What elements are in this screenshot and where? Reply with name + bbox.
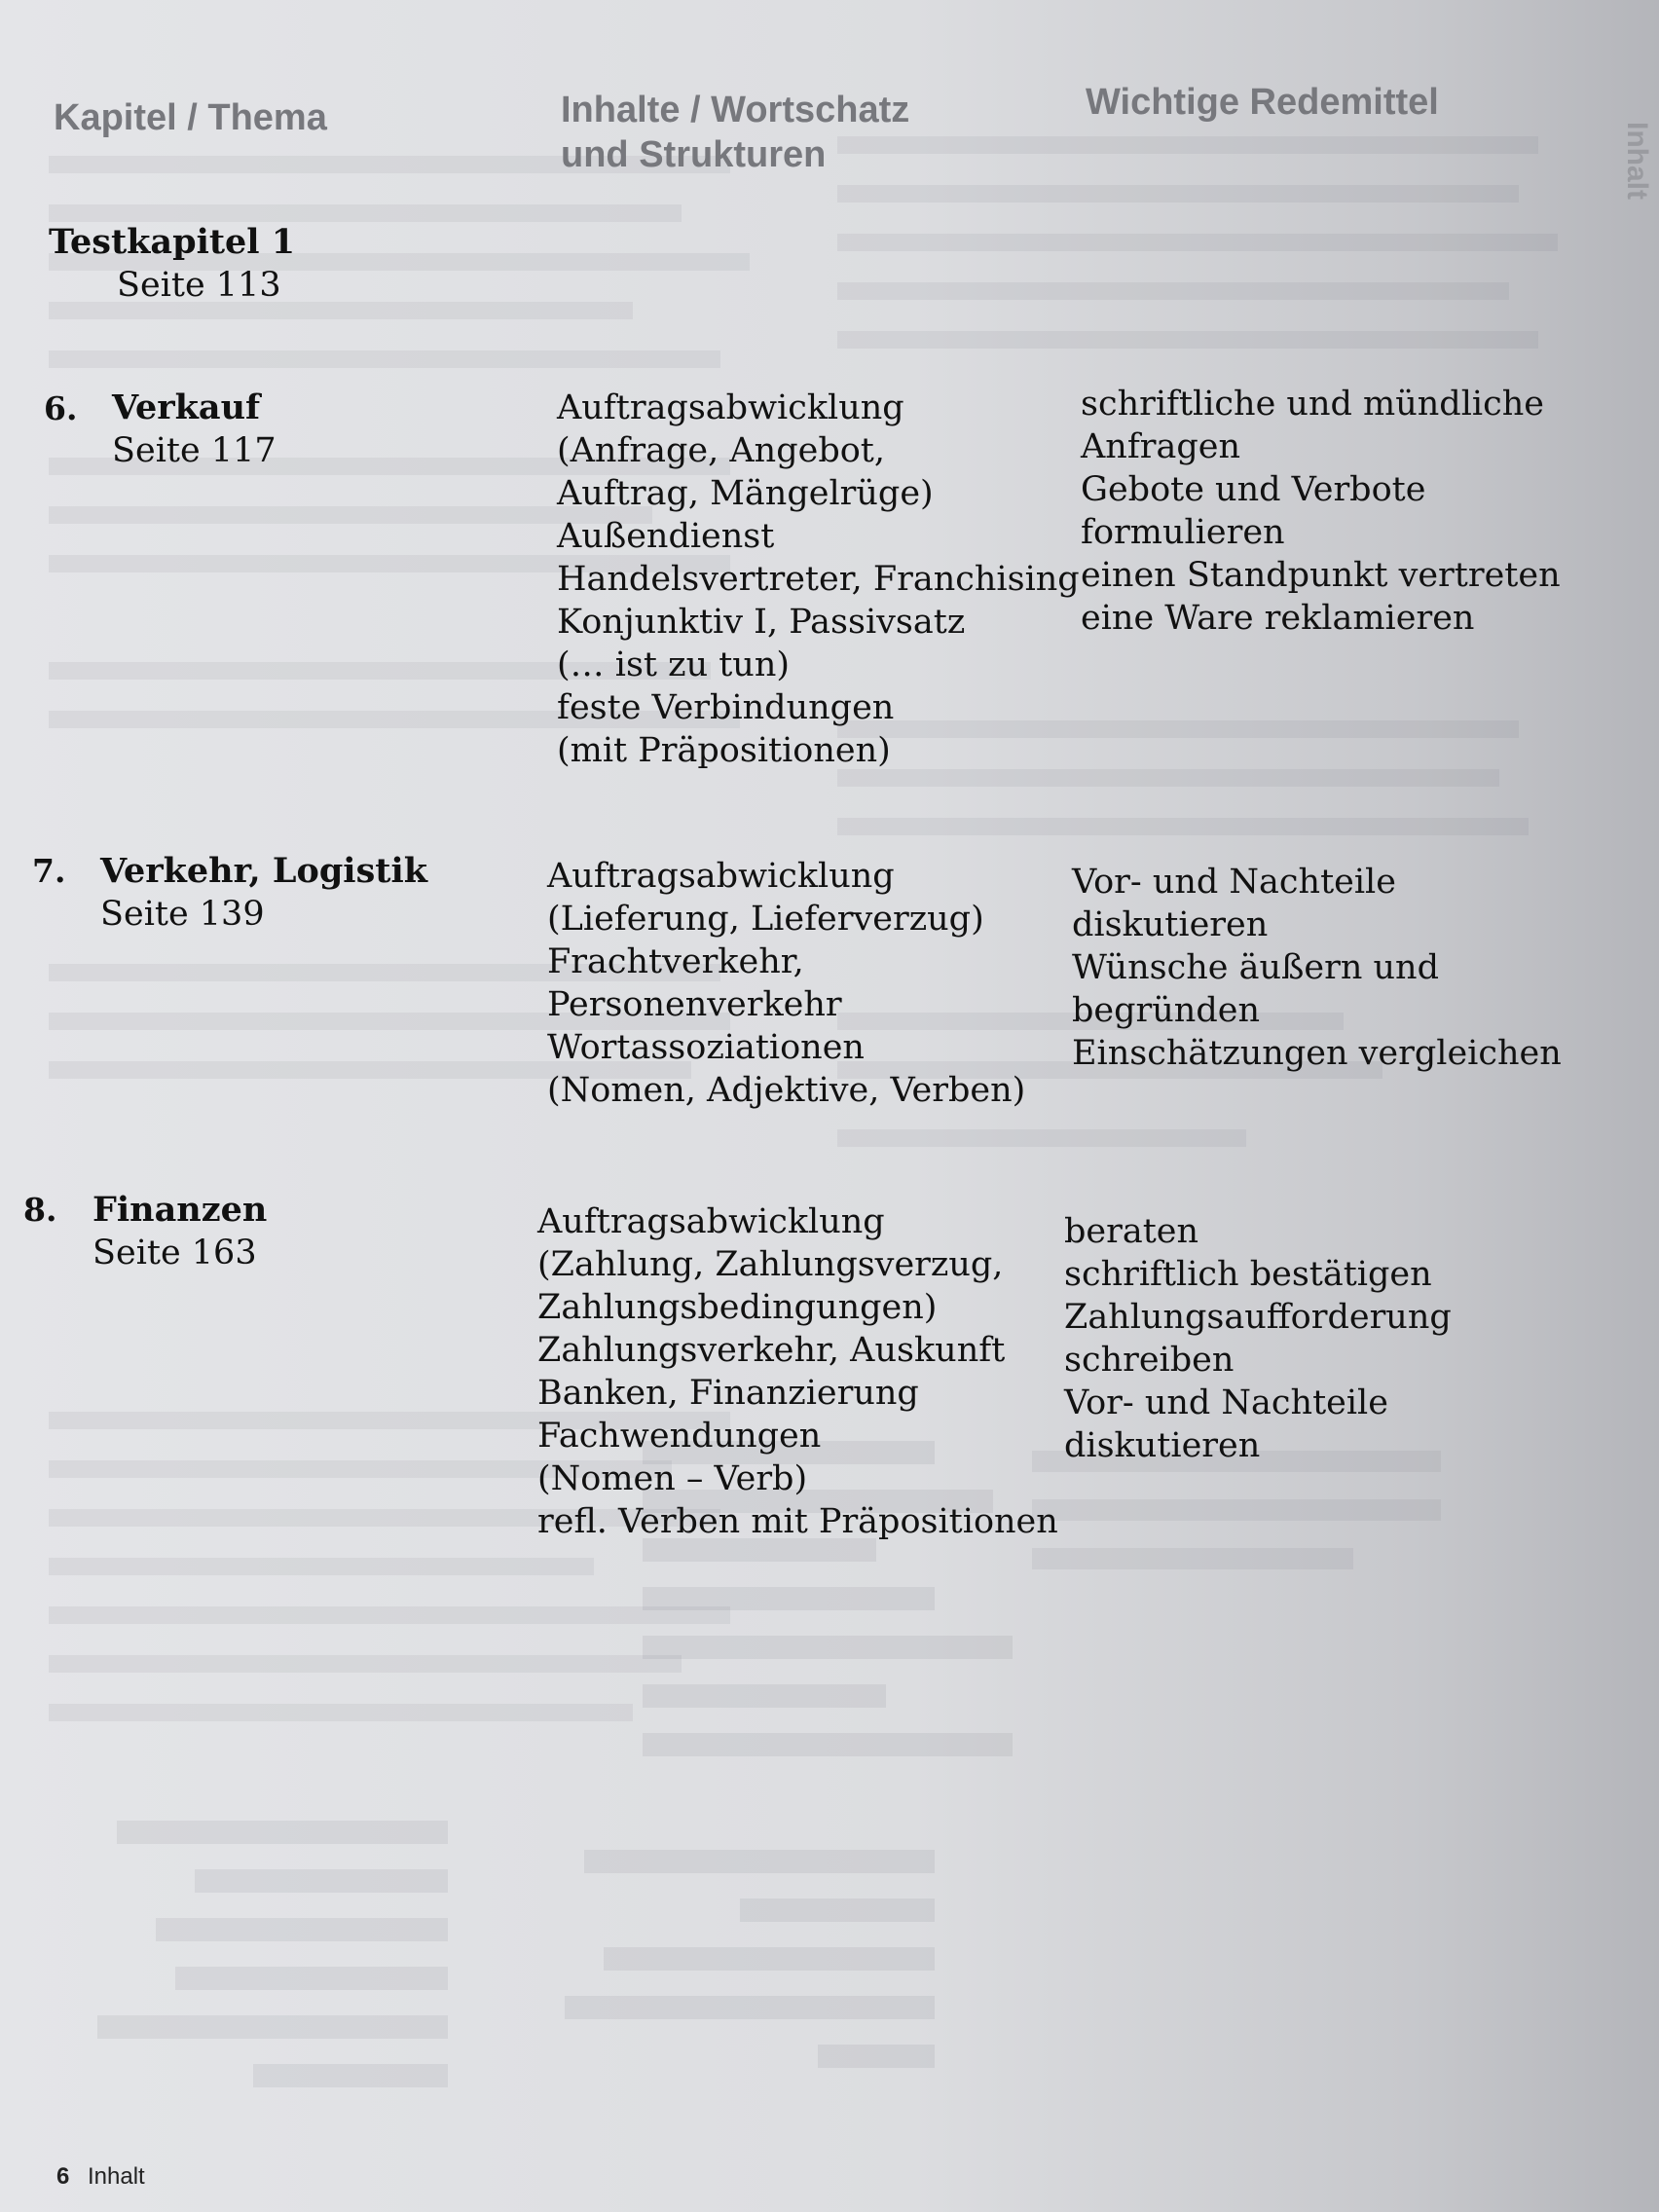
list-item: Einschätzungen vergleichen xyxy=(1072,1034,1562,1073)
chapter-8-inhalte xyxy=(537,1200,1058,1543)
chapter-7-redemittel xyxy=(1072,861,1562,1075)
list-item: Handelsvertreter, Franchising xyxy=(557,560,1080,599)
list-item: schriftlich bestätigen xyxy=(1064,1255,1432,1294)
list-item: Auftragsabwicklung xyxy=(547,857,895,896)
list-item: Wünsche äußern und xyxy=(1072,948,1439,987)
chapter-7-entry xyxy=(100,850,427,936)
list-item: Konjunktiv I, Passivsatz xyxy=(557,603,966,642)
footer-page-number: 6 xyxy=(56,2163,70,2190)
list-item: (… ist zu tun) xyxy=(557,645,791,684)
column-header-redemittel: Wichtige Redemittel xyxy=(1086,82,1439,123)
chapter-8-title: Finanzen xyxy=(92,1190,268,1230)
chapter-8-redemittel xyxy=(1064,1210,1452,1467)
list-item: Banken, Finanzierung xyxy=(537,1374,919,1413)
list-item: (Anfrage, Angebot, xyxy=(557,431,885,470)
list-item: Außendienst xyxy=(557,517,775,556)
chapter-8-page: Seite 163 xyxy=(92,1234,257,1272)
chapter-7-title: Verkehr, Logistik xyxy=(100,851,428,891)
chapter-7-inhalte xyxy=(547,855,1025,1112)
list-item: schriftliche und mündliche xyxy=(1081,385,1544,424)
bleed-through-decoration-lower xyxy=(58,1441,1032,2122)
list-item: Auftragsabwicklung xyxy=(557,388,904,427)
list-item: Auftrag, Mängelrüge) xyxy=(557,474,934,513)
list-item: Vor- und Nachteile xyxy=(1072,863,1396,902)
chapter-6-entry xyxy=(112,387,276,472)
list-item: Auftragsabwicklung xyxy=(537,1202,885,1241)
chapter-6-number: 6. xyxy=(44,389,78,427)
chapter-8-entry xyxy=(92,1189,267,1274)
list-item: begründen xyxy=(1072,991,1260,1030)
footer-label: Inhalt xyxy=(88,2163,145,2190)
chapter-6-page: Seite 117 xyxy=(112,431,276,470)
list-item: eine Ware reklamieren xyxy=(1081,599,1475,638)
list-item: Zahlungsverkehr, Auskunft xyxy=(537,1331,1006,1370)
testkapitel-title: Testkapitel 1 xyxy=(49,222,296,262)
list-item: (mit Präpositionen) xyxy=(557,731,891,770)
list-item: diskutieren xyxy=(1064,1426,1261,1465)
list-item: Wortassoziationen xyxy=(547,1028,865,1067)
testkapitel-entry xyxy=(49,221,295,307)
list-item: einen Standpunkt vertreten xyxy=(1081,556,1561,595)
column-header-inhalte xyxy=(561,88,909,177)
list-item: refl. Verben mit Präpositionen xyxy=(537,1502,1058,1541)
chapter-6-inhalte xyxy=(557,387,1080,772)
column-header-kapitel: Kapitel / Thema xyxy=(54,97,327,138)
list-item: (Lieferung, Lieferverzug) xyxy=(547,900,984,939)
list-item: Gebote und Verbote xyxy=(1081,470,1426,509)
list-item: Vor- und Nachteile xyxy=(1064,1383,1388,1422)
list-item: Zahlungsbedingungen) xyxy=(537,1288,938,1327)
chapter-8-number: 8. xyxy=(23,1191,57,1229)
column-header-inhalte-line1: Inhalte / Wortschatz xyxy=(561,90,910,130)
list-item: diskutieren xyxy=(1072,905,1269,944)
list-item: feste Verbindungen xyxy=(557,688,895,727)
bleed-through-lines-lower xyxy=(58,1441,1032,2122)
list-item: formulieren xyxy=(1081,513,1285,552)
chapter-6-redemittel xyxy=(1081,383,1561,640)
list-item: (Zahlung, Zahlungsverzug, xyxy=(537,1245,1004,1284)
chapter-7-page: Seite 139 xyxy=(100,895,265,934)
list-item: schreiben xyxy=(1064,1341,1235,1380)
column-header-inhalte-line2: und Strukturen xyxy=(561,134,827,175)
testkapitel-page: Seite 113 xyxy=(117,266,281,305)
chapter-6-title: Verkauf xyxy=(112,387,261,427)
side-tab-label: Inhalt xyxy=(1621,122,1653,200)
list-item: (Nomen – Verb) xyxy=(537,1459,808,1498)
list-item: beraten xyxy=(1064,1212,1199,1251)
list-item: (Nomen, Adjektive, Verben) xyxy=(547,1071,1026,1110)
list-item: Zahlungsaufforderung xyxy=(1064,1298,1452,1337)
chapter-7-number: 7. xyxy=(32,852,66,890)
list-item: Anfragen xyxy=(1081,427,1241,466)
list-item: Fachwendungen xyxy=(537,1417,822,1456)
list-item: Personenverkehr xyxy=(547,985,842,1024)
list-item: Frachtverkehr, xyxy=(547,942,804,981)
